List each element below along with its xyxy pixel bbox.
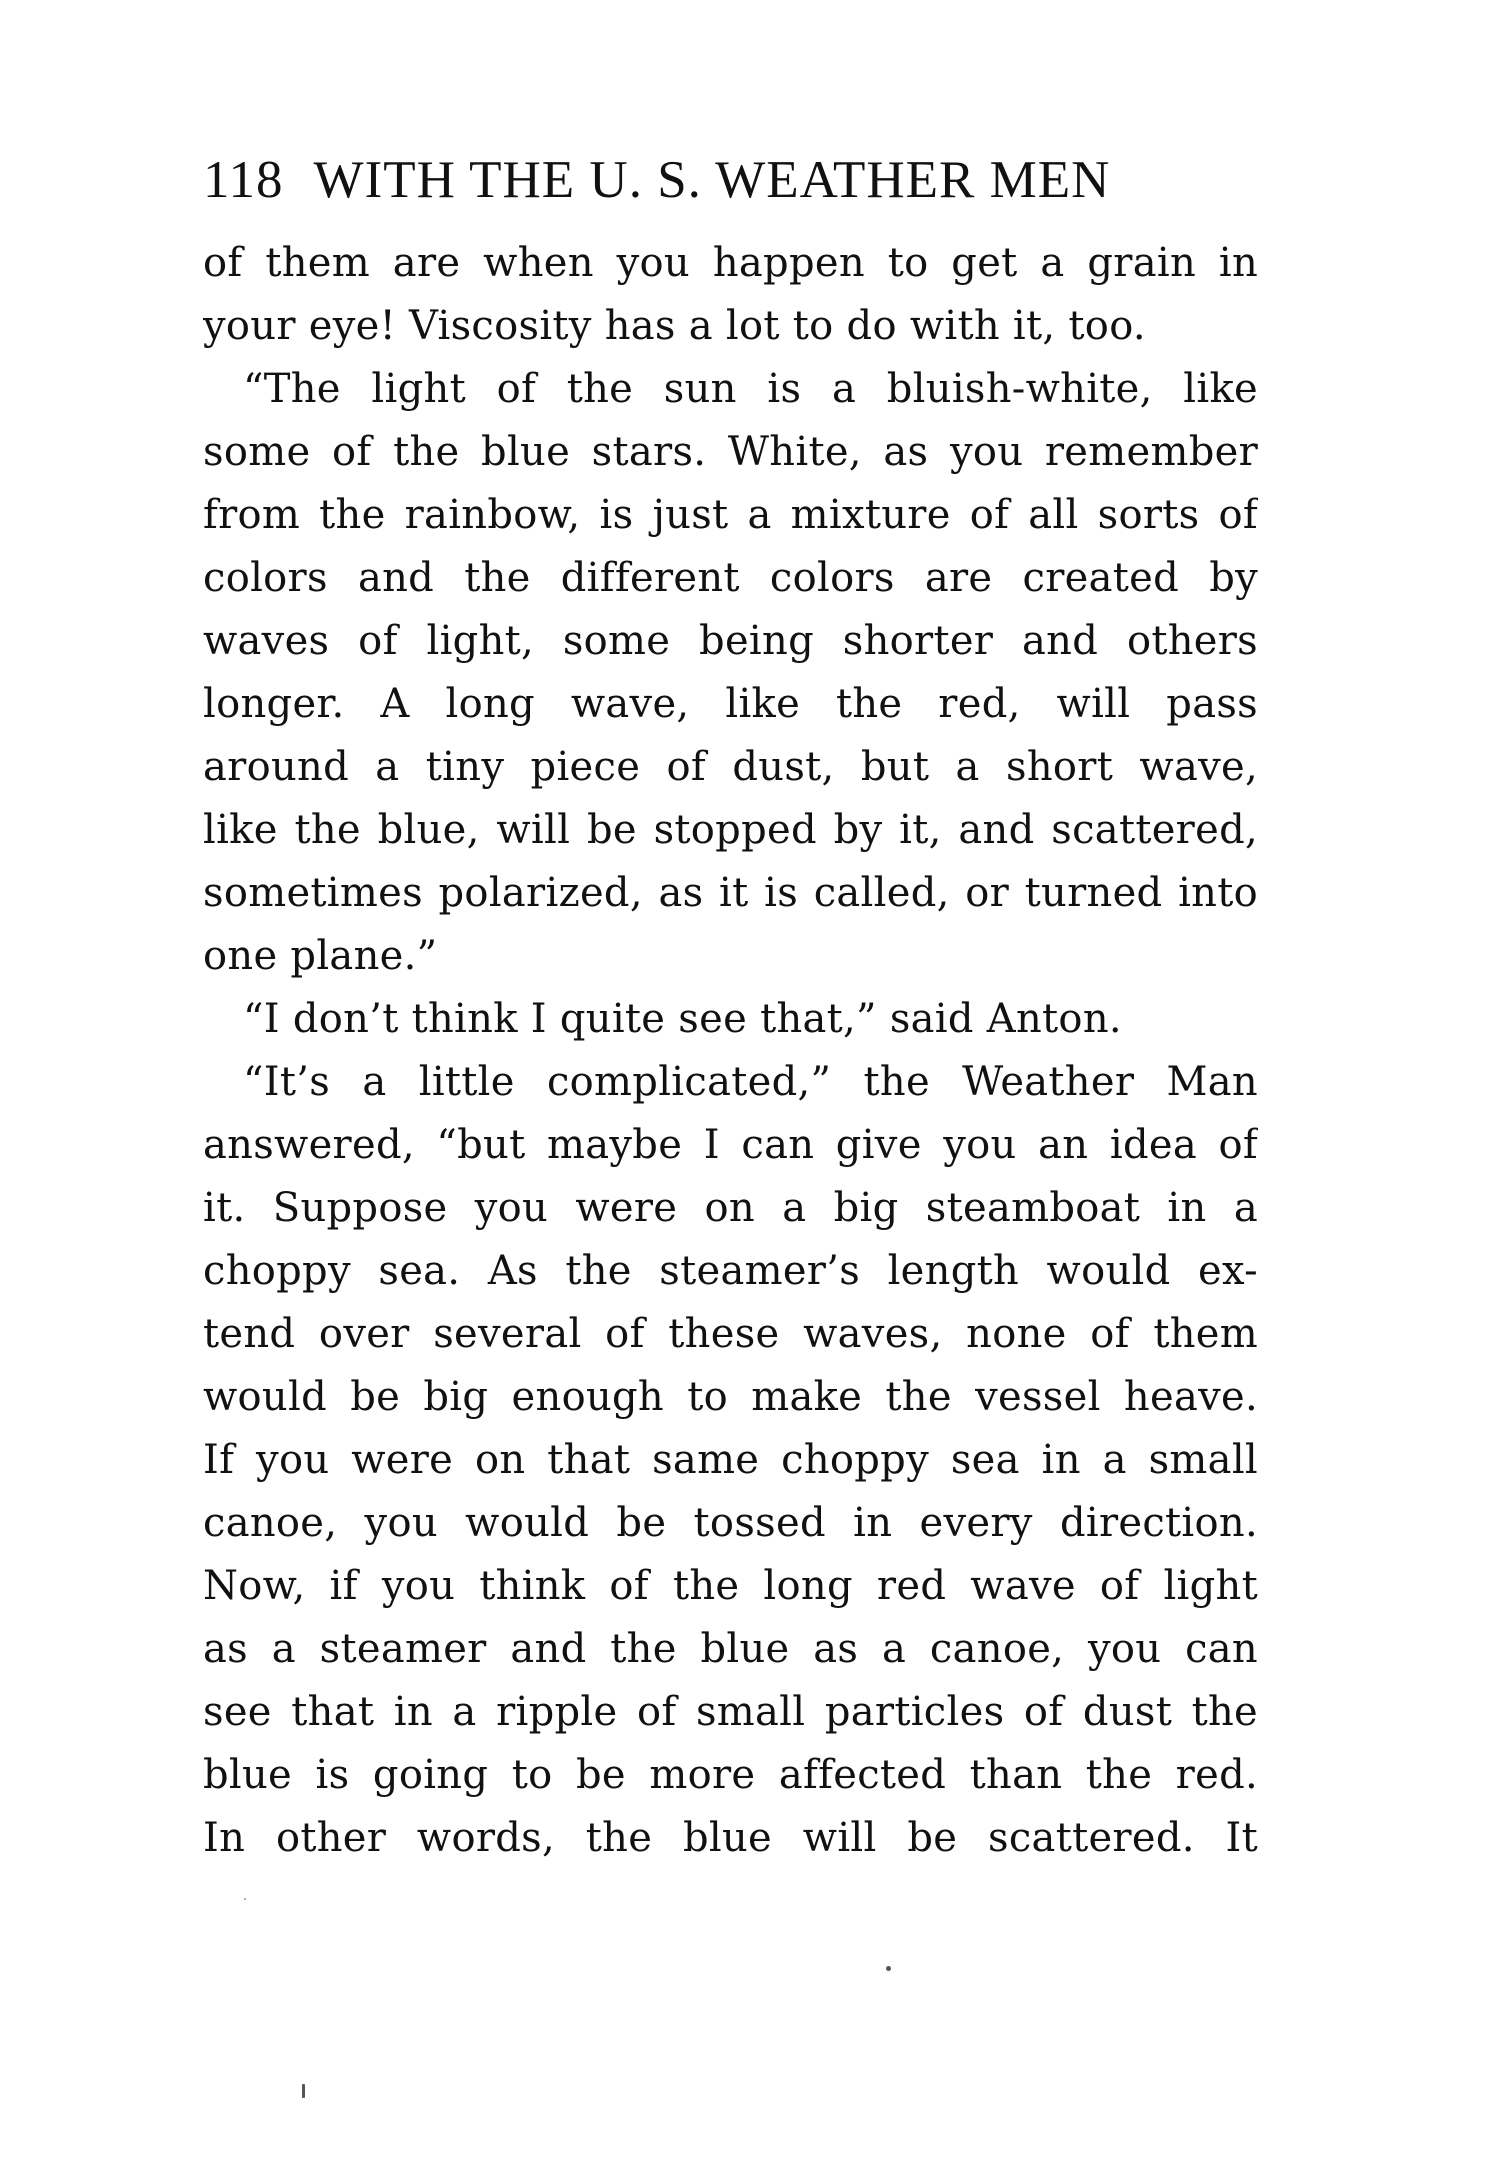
text-line: “It’s a little complicated,” the Weather Man <box>243 1059 1258 1105</box>
text-line: If you were on that same choppy sea in a small <box>203 1437 1258 1483</box>
text-line: waves of light, some being shorter and others <box>203 618 1258 664</box>
page-number: 118 <box>203 151 284 209</box>
text-line: “The light of the sun is a bluish-white, like <box>243 366 1258 412</box>
text-line: sometimes polarized, as it is called, or turned into <box>203 870 1258 916</box>
text-line: from the rainbow, is just a mixture of all sorts of <box>203 492 1258 538</box>
scan-speck <box>886 1966 891 1971</box>
text-line: “I don’t think I quite see that,” said Anton. <box>243 996 1122 1042</box>
text-line: like the blue, will be stopped by it, and scattered, <box>203 807 1258 853</box>
text-line: would be big enough to make the vessel heave. <box>203 1374 1258 1420</box>
text-line: of them are when you happen to get a grain in <box>203 240 1258 286</box>
text-line: it. Suppose you were on a big steamboat in a <box>203 1185 1258 1231</box>
text-line: one plane.” <box>203 933 438 979</box>
text-line: longer. A long wave, like the red, will pass <box>203 681 1258 727</box>
text-line: see that in a ripple of small particles of dust the <box>203 1689 1258 1735</box>
body-text <box>203 232 1258 1870</box>
running-title: WITH THE U. S. WEATHER MEN <box>313 151 1111 209</box>
text-line: answered, “but maybe I can give you an idea of <box>203 1122 1258 1168</box>
text-line: tend over several of these waves, none of them <box>203 1311 1258 1357</box>
scan-speck <box>244 1898 246 1900</box>
text-line: choppy sea. As the steamer’s length would ex- <box>203 1248 1258 1294</box>
scan-speck <box>302 2084 305 2098</box>
text-line: In other words, the blue will be scattered. It <box>203 1815 1258 1861</box>
text-line: some of the blue stars. White, as you remember <box>203 429 1258 475</box>
running-head <box>203 145 1258 215</box>
text-line: canoe, you would be tossed in every direction. <box>203 1500 1258 1546</box>
text-line: blue is going to be more affected than the red. <box>203 1752 1258 1798</box>
text-line: as a steamer and the blue as a canoe, you can <box>203 1626 1258 1672</box>
text-line: around a tiny piece of dust, but a short wave, <box>203 744 1258 790</box>
text-line: your eye! Viscosity has a lot to do with it, too. <box>203 303 1146 349</box>
text-line: colors and the different colors are created by <box>203 555 1258 601</box>
text-line: Now, if you think of the long red wave of light <box>203 1563 1258 1609</box>
